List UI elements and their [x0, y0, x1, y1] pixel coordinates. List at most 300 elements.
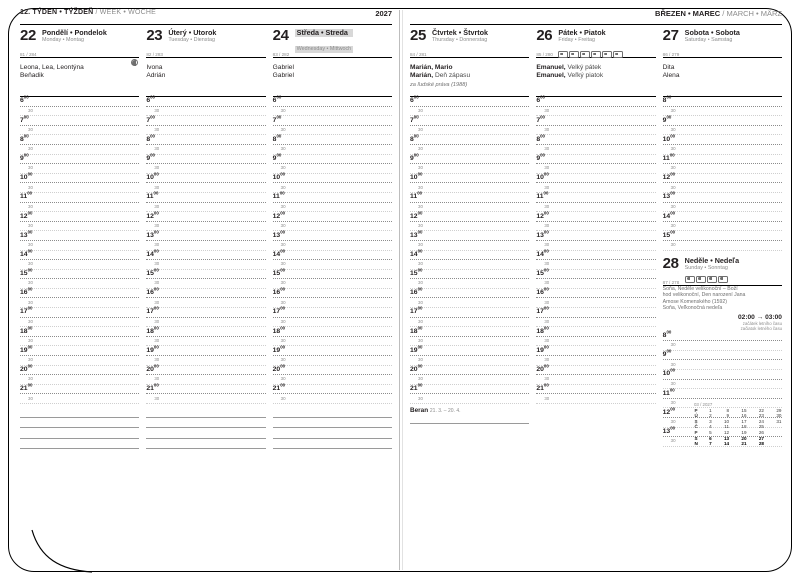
hour-label: $10^{00}$	[662, 368, 676, 378]
hour-row[interactable]	[146, 152, 265, 165]
hour-label: $11^{00}$	[272, 191, 285, 201]
half-hour-row[interactable]	[663, 380, 782, 390]
half-hour-row[interactable]	[410, 375, 529, 385]
hour-label: $17^{00}$	[536, 306, 549, 316]
half-hour-row[interactable]	[536, 279, 655, 289]
hour-row[interactable]	[146, 212, 265, 222]
half-hour-row[interactable]	[20, 107, 139, 117]
half-hour-row[interactable]	[663, 203, 782, 213]
half-hour-row[interactable]	[20, 222, 139, 232]
day-ordinal: 82 / 283	[146, 52, 163, 57]
half-hour-row[interactable]	[20, 260, 139, 270]
hour-row[interactable]	[410, 346, 529, 356]
half-hour-row[interactable]	[273, 356, 392, 366]
half-hour-row[interactable]	[20, 318, 139, 328]
half-hour-row[interactable]	[146, 356, 265, 366]
hour-row[interactable]	[20, 212, 139, 222]
hour-label: $20^{00}$	[146, 363, 159, 374]
half-hour-row[interactable]	[146, 107, 265, 117]
hour-row[interactable]	[536, 171, 655, 184]
day-name-translation: Tuesday • Dienstag	[168, 37, 215, 43]
half-hour-row[interactable]	[536, 337, 655, 347]
half-hour-row[interactable]	[273, 279, 392, 289]
mini-calendar-cell[interactable]: 30	[776, 413, 782, 419]
hour-row[interactable]	[410, 193, 529, 203]
half-hour-row[interactable]	[410, 356, 529, 366]
hour-row[interactable]	[146, 363, 265, 376]
hour-row[interactable]	[20, 346, 139, 356]
mini-calendar-cell[interactable]: 1	[709, 407, 712, 413]
half-hour-row[interactable]	[273, 241, 392, 251]
mini-calendar-cell[interactable]: 31	[776, 418, 782, 424]
half-hour-row[interactable]	[663, 341, 782, 351]
half-hour-row[interactable]	[410, 279, 529, 289]
hour-row[interactable]	[146, 267, 265, 280]
hour-row[interactable]	[662, 152, 782, 165]
hour-row[interactable]	[663, 97, 782, 107]
daylight-saving-note	[663, 314, 782, 332]
hour-row[interactable]	[273, 231, 392, 241]
half-hour-row[interactable]	[410, 394, 529, 404]
hour-row[interactable]	[536, 135, 655, 145]
hour-row[interactable]	[536, 346, 655, 356]
hour-row[interactable]	[273, 346, 392, 356]
half-hour-row[interactable]	[663, 222, 782, 232]
note-line[interactable]	[273, 439, 392, 449]
hour-row[interactable]	[146, 231, 265, 241]
hour-row[interactable]	[663, 135, 782, 145]
hour-row[interactable]	[536, 363, 655, 376]
mini-calendar-cell[interactable]: 25	[758, 424, 764, 430]
half-hour-row[interactable]	[146, 375, 265, 385]
half-hour-row[interactable]	[536, 318, 655, 328]
half-hour-row[interactable]	[146, 260, 265, 270]
hour-row[interactable]	[20, 171, 139, 184]
hour-label: $9^{00}$	[662, 114, 672, 124]
hour-row[interactable]	[146, 382, 265, 395]
hour-row[interactable]	[273, 212, 392, 222]
hour-label: $9^{00}$	[272, 152, 282, 162]
half-hour-row[interactable]	[536, 356, 655, 366]
hour-row[interactable]	[273, 116, 392, 126]
hour-row[interactable]	[410, 212, 529, 222]
hour-row[interactable]	[410, 97, 529, 107]
hour-row[interactable]	[663, 389, 782, 399]
half-hour-row[interactable]	[273, 222, 392, 232]
easter-marker-icons	[558, 51, 623, 58]
hour-row[interactable]	[410, 231, 529, 241]
hour-row[interactable]	[146, 346, 265, 356]
hour-label: $12^{00}$	[20, 210, 33, 220]
mini-calendar-cell[interactable]: 12	[723, 430, 730, 436]
hour-row[interactable]	[146, 97, 265, 107]
mini-calendar-cell[interactable]: 11	[724, 424, 730, 430]
mini-calendar-cell[interactable]: 20	[741, 435, 747, 441]
note-line[interactable]	[273, 408, 392, 418]
hour-row[interactable]	[536, 212, 655, 222]
half-hour-row[interactable]	[273, 337, 392, 347]
half-hour-label: 30	[280, 107, 286, 113]
spine-line-shadow	[402, 10, 403, 570]
half-hour-row[interactable]	[146, 183, 265, 193]
half-hour-row[interactable]	[273, 394, 392, 404]
half-hour-row[interactable]	[536, 164, 655, 174]
hour-row[interactable]	[410, 289, 529, 299]
notes-lines-wednesday	[273, 408, 392, 449]
hour-row[interactable]	[272, 171, 392, 184]
half-hour-row[interactable]	[410, 260, 529, 270]
mini-calendar-cell[interactable]: 22	[758, 407, 764, 413]
hour-row[interactable]	[146, 308, 265, 318]
hour-label: $16^{00}$	[272, 287, 286, 297]
mini-calendar-title: 03 / 2027	[693, 401, 713, 407]
day-header-tuesday	[146, 29, 265, 58]
hour-row[interactable]	[410, 308, 529, 318]
left-page-header	[20, 8, 392, 25]
note-line[interactable]	[20, 418, 139, 428]
half-hour-row[interactable]	[410, 203, 529, 213]
hour-label: $14^{00}$	[662, 210, 676, 220]
hour-row[interactable]	[536, 248, 655, 261]
half-hour-label: 30	[280, 146, 286, 152]
hour-row[interactable]	[20, 135, 139, 145]
hour-label: $8^{00}$	[662, 329, 672, 340]
mini-calendar-cell[interactable]: 9	[726, 413, 730, 419]
half-hour-row[interactable]	[20, 356, 139, 366]
half-hour-row[interactable]	[536, 145, 655, 155]
hour-row[interactable]	[536, 231, 655, 241]
half-hour-row[interactable]	[536, 203, 655, 213]
hour-row[interactable]	[273, 135, 392, 145]
half-hour-row[interactable]	[146, 279, 265, 289]
hour-row[interactable]	[410, 382, 529, 395]
half-hour-label: 30	[544, 261, 550, 267]
half-hour-row[interactable]	[20, 279, 139, 289]
half-hour-row[interactable]	[410, 183, 529, 193]
half-hour-row[interactable]	[536, 241, 655, 251]
half-hour-label: 30	[280, 261, 286, 267]
mini-calendar-cell[interactable]: 26	[758, 430, 764, 436]
hour-label: $14^{00}$	[20, 248, 33, 258]
half-hour-label: 30	[670, 400, 676, 406]
half-hour-row[interactable]	[663, 360, 782, 370]
note-line[interactable]	[20, 428, 139, 438]
hour-row[interactable]	[272, 248, 392, 261]
hour-row[interactable]	[410, 248, 529, 261]
day-name-translation: Wednesday • Mittwoch	[296, 46, 352, 52]
hour-row[interactable]	[410, 267, 529, 280]
half-hour-label: 30	[154, 222, 160, 228]
half-hour-row[interactable]	[410, 107, 529, 117]
hour-row[interactable]	[536, 382, 655, 395]
hour-row[interactable]	[663, 193, 782, 203]
hour-row[interactable]	[410, 171, 529, 184]
hour-label: $15^{00}$	[410, 267, 423, 278]
hour-label: $20^{00}$	[272, 363, 286, 374]
hour-grid-monday	[20, 96, 139, 404]
hour-row[interactable]	[410, 152, 529, 165]
hour-row[interactable]	[536, 97, 655, 107]
half-hour-row[interactable]	[410, 298, 529, 308]
half-hour-row[interactable]	[146, 203, 265, 213]
half-hour-row[interactable]	[410, 337, 529, 347]
half-hour-row[interactable]	[536, 260, 655, 270]
half-hour-row[interactable]	[20, 241, 139, 251]
hour-row[interactable]	[410, 135, 529, 145]
hour-row[interactable]	[536, 289, 655, 299]
half-hour-label: 30	[28, 126, 33, 132]
half-hour-row[interactable]	[663, 164, 782, 174]
hour-row[interactable]	[20, 248, 139, 261]
mini-calendar-cell[interactable]: 7	[709, 441, 712, 447]
half-hour-label: 30	[670, 146, 676, 152]
half-hour-row[interactable]	[273, 260, 392, 270]
half-hour-row[interactable]	[410, 126, 529, 136]
hour-row[interactable]	[20, 231, 139, 241]
mini-calendar-cell[interactable]: 18	[741, 424, 747, 430]
half-hour-row[interactable]	[273, 318, 392, 328]
half-hour-row[interactable]	[273, 375, 392, 385]
half-hour-label: 30	[544, 126, 550, 132]
half-hour-row[interactable]	[273, 298, 392, 308]
half-hour-row[interactable]	[536, 183, 655, 193]
hour-row[interactable]	[20, 267, 139, 280]
half-hour-row[interactable]	[410, 164, 529, 174]
half-hour-label: 30	[670, 419, 676, 425]
half-hour-row[interactable]	[146, 164, 265, 174]
half-hour-row[interactable]	[410, 145, 529, 155]
mini-calendar-cell[interactable]: 3	[709, 418, 712, 424]
mini-calendar-dayname: Ú	[694, 413, 698, 419]
note-line[interactable]	[273, 418, 392, 428]
hour-row[interactable]	[273, 97, 392, 107]
half-hour-label: 30	[544, 146, 550, 152]
hour-row[interactable]	[273, 289, 392, 299]
mini-calendar-cell[interactable]: 28	[758, 441, 764, 447]
half-hour-row[interactable]	[536, 107, 655, 117]
hour-label: $21^{00}$	[410, 382, 423, 393]
mini-calendar-cell[interactable]: 29	[776, 407, 782, 413]
half-hour-row[interactable]	[273, 183, 392, 193]
day-name: Sobota • Sobota	[684, 28, 740, 37]
half-hour-label: 30	[280, 299, 286, 305]
mini-calendar-cell[interactable]: 13	[723, 435, 730, 441]
spine-line	[399, 10, 400, 570]
hour-row[interactable]	[663, 212, 782, 222]
half-hour-label: 30	[28, 242, 33, 248]
mini-calendar-cell[interactable]: 8	[726, 407, 730, 413]
hour-row[interactable]	[20, 382, 139, 395]
zodiac-line	[410, 414, 529, 424]
half-hour-row[interactable]	[20, 183, 139, 193]
mini-calendar-cell[interactable]: 5	[709, 430, 712, 436]
hour-row[interactable]	[663, 351, 782, 361]
hour-row[interactable]	[536, 193, 655, 203]
half-hour-row[interactable]	[146, 145, 265, 155]
day-header-monday	[20, 29, 139, 58]
hour-row[interactable]	[146, 171, 265, 184]
half-hour-row[interactable]	[663, 145, 782, 155]
hour-row[interactable]	[536, 267, 655, 280]
half-hour-label: 30	[544, 184, 550, 190]
half-hour-row[interactable]	[146, 241, 265, 251]
half-hour-label: 30	[544, 280, 550, 286]
hour-row[interactable]	[272, 382, 392, 395]
mini-calendar-cell[interactable]: 14	[723, 441, 730, 447]
hour-label: $8^{00}$	[20, 133, 29, 143]
half-hour-row[interactable]	[536, 126, 655, 136]
half-hour-row[interactable]	[410, 222, 529, 232]
hour-row[interactable]	[272, 267, 392, 280]
hour-row[interactable]	[272, 363, 392, 376]
day-number: 22	[20, 27, 36, 44]
hour-row[interactable]	[410, 116, 529, 126]
half-hour-label: 30	[418, 280, 423, 286]
hour-row[interactable]	[146, 248, 265, 261]
half-hour-row[interactable]	[146, 298, 265, 308]
mini-calendar-cell[interactable]: 17	[741, 418, 747, 424]
half-hour-row[interactable]	[410, 318, 529, 328]
half-hour-label: 30	[28, 338, 33, 344]
hour-row[interactable]	[536, 116, 655, 126]
mini-calendar-cell[interactable]: 21	[741, 441, 747, 447]
half-hour-row[interactable]	[20, 337, 139, 347]
mini-calendar-cell[interactable]: 4	[709, 424, 712, 430]
half-hour-row[interactable]	[146, 337, 265, 347]
note-line[interactable]	[146, 418, 265, 428]
hour-row[interactable]	[20, 363, 139, 376]
half-hour-row[interactable]	[536, 298, 655, 308]
note-line[interactable]	[146, 439, 265, 449]
hour-label: $18^{00}$	[272, 325, 286, 335]
hour-label: $10^{00}$	[146, 171, 159, 182]
half-hour-row[interactable]	[20, 298, 139, 308]
half-hour-row[interactable]	[273, 145, 392, 155]
half-hour-row[interactable]	[20, 126, 139, 136]
hour-row[interactable]	[273, 327, 392, 337]
note-line[interactable]	[20, 439, 139, 449]
half-hour-label: 30	[670, 126, 676, 132]
hour-row[interactable]	[272, 152, 392, 165]
mini-calendar-dayname: S	[694, 418, 698, 424]
hour-label: $19^{00}$	[272, 344, 286, 354]
half-hour-label: 30	[280, 376, 286, 382]
hour-row[interactable]	[146, 116, 265, 126]
hour-row[interactable]	[20, 193, 139, 203]
half-hour-label: 30	[280, 357, 286, 363]
hour-label: $8^{00}$	[536, 133, 545, 143]
hour-row[interactable]	[536, 152, 655, 165]
half-hour-row[interactable]	[410, 241, 529, 251]
hour-row[interactable]	[20, 327, 139, 337]
hour-row[interactable]	[20, 308, 139, 318]
mini-calendar-cell[interactable]	[764, 441, 782, 447]
half-hour-label: 30	[28, 318, 33, 324]
half-hour-row[interactable]	[273, 107, 392, 117]
half-hour-row[interactable]	[273, 203, 392, 213]
note-line[interactable]	[20, 408, 139, 418]
half-hour-label: 30	[280, 242, 286, 248]
hour-row[interactable]	[20, 152, 139, 165]
half-hour-row[interactable]	[20, 375, 139, 385]
half-hour-row[interactable]	[20, 164, 139, 174]
half-hour-row[interactable]	[20, 394, 139, 404]
hour-row[interactable]	[146, 135, 265, 145]
hour-row[interactable]	[536, 308, 655, 318]
hour-row[interactable]	[410, 327, 529, 337]
half-hour-row[interactable]	[273, 126, 392, 136]
half-hour-row[interactable]	[536, 222, 655, 232]
half-hour-label: 30	[280, 203, 286, 209]
half-hour-label: 30	[418, 395, 423, 401]
half-hour-row[interactable]	[663, 241, 782, 251]
hour-row[interactable]	[20, 116, 139, 126]
hour-label: $7^{00}$	[410, 114, 419, 124]
mini-calendar-cell[interactable]: 16	[741, 413, 747, 419]
hour-row[interactable]	[663, 370, 782, 380]
half-hour-row[interactable]	[663, 183, 782, 193]
hour-row[interactable]	[273, 193, 392, 203]
half-hour-row[interactable]	[536, 394, 655, 404]
hour-row[interactable]	[146, 327, 265, 337]
hour-row[interactable]	[146, 193, 265, 203]
half-hour-label: 30	[418, 242, 423, 248]
mini-calendar-cell[interactable]: 15	[741, 407, 747, 413]
mini-calendar-cell[interactable]: 10	[723, 418, 730, 424]
half-hour-label: 30	[154, 107, 160, 113]
half-hour-row[interactable]	[146, 126, 265, 136]
half-hour-label: 30	[670, 184, 676, 190]
mini-calendar-cell[interactable]: 27	[758, 435, 764, 441]
mini-calendar-cell[interactable]: 24	[758, 418, 764, 424]
half-hour-row[interactable]	[663, 126, 782, 136]
half-hour-label: 30	[418, 146, 423, 152]
half-hour-row[interactable]	[146, 394, 265, 404]
half-hour-row[interactable]	[273, 164, 392, 174]
half-hour-row[interactable]	[20, 145, 139, 155]
note-line[interactable]	[146, 408, 265, 418]
hour-row[interactable]	[663, 116, 782, 126]
mini-calendar-cell[interactable]: 6	[709, 435, 712, 441]
hour-label: $13^{00}$	[662, 191, 676, 201]
half-hour-label: 30	[280, 126, 286, 132]
half-hour-row[interactable]	[536, 375, 655, 385]
hour-label: $14^{00}$	[272, 248, 286, 258]
left-page	[20, 8, 392, 556]
hour-row[interactable]	[146, 289, 265, 299]
half-hour-row[interactable]	[20, 203, 139, 213]
nameday-names-wednesday: Gabriel Gabriel	[272, 64, 294, 80]
hour-row[interactable]	[273, 308, 392, 318]
hour-row[interactable]	[663, 231, 782, 241]
half-hour-label: 30	[418, 299, 423, 305]
note-line[interactable]	[146, 428, 265, 438]
mini-calendar-cell[interactable]: 19	[741, 430, 747, 436]
mini-calendar-cell[interactable]: 2	[709, 413, 712, 419]
note-line[interactable]	[273, 428, 392, 438]
half-hour-label: 30	[670, 203, 676, 209]
half-hour-row[interactable]	[146, 222, 265, 232]
half-hour-row[interactable]	[146, 318, 265, 328]
hour-row[interactable]	[410, 363, 529, 376]
hour-row[interactable]	[662, 171, 782, 184]
hour-row[interactable]	[20, 97, 139, 107]
mini-calendar-cell[interactable]: 23	[758, 413, 764, 419]
hour-row[interactable]	[536, 327, 655, 337]
half-hour-row[interactable]	[663, 107, 782, 117]
hour-row[interactable]	[20, 289, 139, 299]
hour-grid-saturday	[663, 96, 782, 251]
